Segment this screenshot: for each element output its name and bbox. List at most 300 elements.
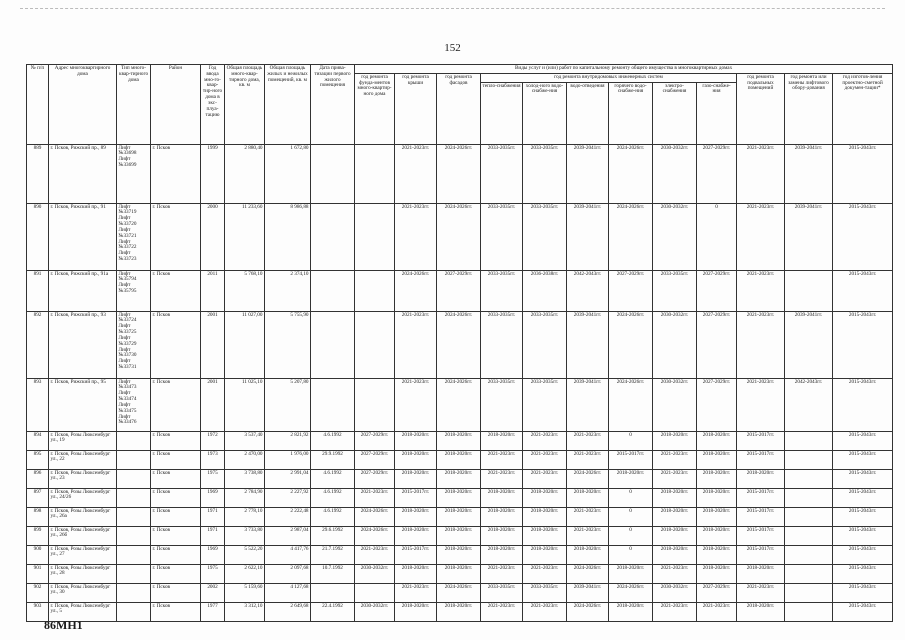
row-roof: 2015-2017гг. [395,545,437,564]
row-privatization: 4.6.1992 [311,431,355,450]
row-total-area: 3 733,80 [225,526,265,545]
row-elevator [785,270,833,311]
row-design: 2015-2043гг. [833,378,893,431]
row-cold-water: 2033-2035гг. [523,583,567,602]
table-row [27,545,893,564]
row-year: 1969 [201,488,225,507]
row-heating: 2021-2023гг. [481,564,523,583]
row-basement: 2015-2017гг. [737,507,785,526]
row-elevator [785,564,833,583]
lift-entry: Лифт №35795 [118,282,137,295]
row-total-area: 2 880,40 [225,144,265,203]
table-row [27,526,893,545]
row-cold-water: 2021-2023гг. [523,450,567,469]
row-roof: 2021-2023гг. [395,144,437,203]
row-living-area: 2 097,68 [265,564,311,583]
row-sewerage: 2021-2023гг. [567,431,609,450]
row-foundation [355,311,395,378]
row-design: 2015-2043гг. [833,469,893,488]
lift-entry: Лифт №33721 [118,226,137,239]
lift-entry: Лифт №33724 [118,311,137,324]
row-hot-water: 2024-2026гг. [609,311,653,378]
row-design: 2015-2043гг. [833,583,893,602]
row-living-area: 2 991,04 [265,469,311,488]
row-district: г. Псков [151,564,201,583]
row-heating: 2033-2035гг. [481,378,523,431]
row-facade: 2018-2020гг. [437,431,481,450]
row-type [117,431,151,450]
header-living-area: Общая площадь жилых и нежилых помещений, кв. м [265,65,311,145]
row-district: г. Псков [151,469,201,488]
header-district: Район [151,65,201,145]
row-elevator [785,450,833,469]
row-total-area: 2 622,10 [225,564,265,583]
row-total-area: 2 784,90 [225,488,265,507]
row-basement: 2021-2023гг. [737,378,785,431]
row-year: 1971 [201,526,225,545]
row-roof: 2021-2023гг. [395,311,437,378]
row-gas: 0 [697,203,737,270]
header-foundation: год ремонта фунда-ментов много-квартир-ного дома [355,73,395,144]
row-gas: 2018-2020гг. [697,564,737,583]
row-heating: 2033-2035гг. [481,203,523,270]
row-gas: 2018-2020гг. [697,450,737,469]
row-hot-water: 2024-2026гг. [609,378,653,431]
row-foundation [355,270,395,311]
row-num: 893 [27,378,49,431]
row-roof: 2018-2020гг. [395,469,437,488]
row-hot-water: 2024-2026гг. [609,144,653,203]
row-address: г. Псков, Розы Люксембург ул., 22 [49,450,117,469]
row-sewerage: 2021-2023гг. [567,526,609,545]
row-heating: 2033-2035гг. [481,311,523,378]
row-gas: 2027-2029гг. [697,583,737,602]
row-elevator: 2042-2043гг. [785,378,833,431]
row-gas: 2018-2020гг. [697,507,737,526]
row-hot-water: 0 [609,507,653,526]
row-heating: 2018-2020гг. [481,488,523,507]
row-type [117,270,151,311]
row-basement: 2015-2017гг. [737,450,785,469]
row-roof: 2018-2020гг. [395,431,437,450]
page-number: 152 [444,42,461,54]
row-roof: 2018-2020гг. [395,602,437,621]
row-num: 889 [27,144,49,203]
row-heating: 2018-2020гг. [481,431,523,450]
row-type [117,144,151,203]
row-foundation: 2030-2032гг. [355,602,395,621]
row-facade: 2024-2026гг. [437,378,481,431]
row-foundation [355,378,395,431]
row-year: 1975 [201,469,225,488]
lift-entry: Лифт №33720 [118,215,137,228]
table-row [27,564,893,583]
header-services: Виды услуг и (или) работ по капитальному ремонту общего имущества в многоквартирных домах [355,65,893,74]
row-facade: 2024-2026гг. [437,583,481,602]
row-roof: 2018-2020гг. [395,564,437,583]
row-address: г. Псков, Розы Люксембург ул., 23 [49,469,117,488]
row-address: г. Псков, Рижский пр., 95 [49,378,117,431]
row-privatization: 21.7.1992 [311,545,355,564]
row-electricity: 2030-2032гг. [653,378,697,431]
row-roof: 2015-2017гг. [395,488,437,507]
row-electricity: 2021-2023гг. [653,602,697,621]
row-facade: 2018-2020гг. [437,545,481,564]
header-basement: год ремонта подвальных помещений [737,73,785,144]
row-elevator [785,602,833,621]
row-gas: 2018-2020гг. [697,488,737,507]
row-cold-water: 2033-2035гг. [523,378,567,431]
footer-code: 86МН1 [44,618,83,632]
row-facade: 2027-2029гг. [437,270,481,311]
row-design: 2015-2043гг. [833,311,893,378]
row-cold-water: 2021-2023гг. [523,602,567,621]
lift-entry: Лифт №33723 [118,250,137,262]
row-cold-water: 2018-2020гг. [523,488,567,507]
lift-entry: Лифт №33698 [118,144,137,157]
row-facade: 2018-2020гг. [437,507,481,526]
row-total-area: 5 522,20 [225,545,265,564]
header-cold-water: холод-ного водо-снабже-ния [523,82,567,144]
row-heating: 2021-2023гг. [481,450,523,469]
row-gas: 2027-2029гг. [697,270,737,311]
row-facade: 2018-2020гг. [437,602,481,621]
row-address: г. Псков, Розы Люксембург ул., 26а [49,507,117,526]
table-row [27,469,893,488]
row-sewerage: 2039-2041гг. [567,378,609,431]
row-address: г. Псков, Розы Люксембург ул., 26б [49,526,117,545]
header-privatization: Дата прива-тизации первого жилого помещения [311,65,355,145]
row-sewerage: 2018-2020гг. [567,488,609,507]
row-privatization: 10.7.1992 [311,564,355,583]
lift-entry: Лифт №33474 [118,390,137,403]
row-privatization: 4.6.1992 [311,469,355,488]
row-basement: 2018-2020гг. [737,469,785,488]
row-basement: 2015-2017гг. [737,488,785,507]
row-electricity: 2018-2020гг. [653,507,697,526]
row-total-area: 5 768,10 [225,270,265,311]
row-num: 894 [27,431,49,450]
row-year: 2011 [201,270,225,311]
row-address: г. Псков, Розы Люксембург ул., 19 [49,431,117,450]
header-year: Год ввода мно-го-квар-тир-ного дома в экс-плуа-тацию [201,65,225,145]
row-type [117,378,151,431]
row-hot-water: 2018-2020гг. [609,602,653,621]
row-elevator: 2039-2041гг. [785,144,833,203]
row-district: г. Псков [151,507,201,526]
table-header [27,65,893,145]
row-total-area: 11 027,00 [225,311,265,378]
row-year: 1971 [201,507,225,526]
lift-entry: Лифт №33475 [118,401,137,414]
row-year: 2001 [201,378,225,431]
row-type [117,545,151,564]
row-design: 2015-2043гг. [833,488,893,507]
row-sewerage: 2024-2026гг. [567,564,609,583]
row-electricity: 2021-2023гг. [653,469,697,488]
row-design: 2015-2043гг. [833,270,893,311]
table-row [27,203,893,270]
row-privatization: 29.6.1992 [311,526,355,545]
row-basement: 2018-2020гг. [737,564,785,583]
row-living-area: 8 986,88 [265,203,311,270]
table-row [27,583,893,602]
row-roof: 2018-2020гг. [395,526,437,545]
row-address: г. Псков, Розы Люксембург ул., 24/26 [49,488,117,507]
lift-entry: Лифт №33730 [118,346,137,359]
row-electricity: 2030-2032гг. [653,583,697,602]
row-district: г. Псков [151,526,201,545]
row-num: 890 [27,203,49,270]
lift-entry: Лифт №33729 [118,334,137,347]
row-elevator [785,583,833,602]
row-type [117,564,151,583]
row-type [117,203,151,270]
row-num: 898 [27,507,49,526]
row-cold-water: 2033-2035гг. [523,144,567,203]
row-elevator: 2039-2041гг. [785,203,833,270]
row-gas: 2027-2029гг. [697,311,737,378]
row-living-area: 4 417,76 [265,545,311,564]
lift-entry: Лифт №33731 [118,358,137,370]
header-design: год изготов-ления проектно-сметной докумен-тации* [833,73,893,144]
table-body [27,144,893,621]
lift-entry: Лифт №33699 [118,156,137,169]
row-heating: 2033-2035гг. [481,144,523,203]
lift-entry: Лифт №33725 [118,323,137,336]
row-heating: 2021-2023гг. [481,602,523,621]
header-gas: газо-снабже-ния [697,82,737,144]
row-design: 2015-2043гг. [833,602,893,621]
row-basement: 2015-2017гг. [737,545,785,564]
header-elevator: год ремонта или замены лифтового обору-дования [785,73,833,144]
row-electricity: 2030-2032гг. [653,144,697,203]
row-year: 1973 [201,450,225,469]
row-num: 902 [27,583,49,602]
row-gas: 2018-2020гг. [697,431,737,450]
row-year: 2002 [201,583,225,602]
row-year: 1975 [201,564,225,583]
row-foundation: 2021-2023гг. [355,545,395,564]
lift-entry: Лифт №35794 [118,270,137,283]
row-design: 2015-2043гг. [833,545,893,564]
row-gas: 2027-2029гг. [697,378,737,431]
row-address: г. Псков, Рижский пр., 91 [49,203,117,270]
row-hot-water: 2024-2026гг. [609,583,653,602]
row-privatization: 29.9.1992 [311,450,355,469]
header-total-area: Общая площадь много-квар-тирного дома, кв. м [225,65,265,145]
row-sewerage: 2039-2041гг. [567,144,609,203]
row-electricity: 2021-2023гг. [653,450,697,469]
row-hot-water: 0 [609,488,653,507]
row-num: 896 [27,469,49,488]
row-heating: 2033-2035гг. [481,583,523,602]
header-hot-water: горячего водо-снабже-ния [609,82,653,144]
row-design: 2015-2043гг. [833,507,893,526]
row-roof: 2024-2026гг. [395,270,437,311]
row-cold-water: 2018-2020гг. [523,545,567,564]
row-living-area: 2 649,68 [265,602,311,621]
row-district: г. Псков [151,431,201,450]
row-hot-water: 2018-2020гг. [609,564,653,583]
row-total-area: 11 025,10 [225,378,265,431]
row-privatization [311,203,355,270]
row-num: 892 [27,311,49,378]
row-district: г. Псков [151,450,201,469]
row-foundation: 2030-2032гг. [355,564,395,583]
row-cold-water: 2033-2035гг. [523,311,567,378]
table-row [27,378,893,431]
lift-entry: Лифт №33719 [118,203,137,216]
row-roof: 2021-2023гг. [395,203,437,270]
row-total-area: 2 778,10 [225,507,265,526]
row-design: 2015-2043гг. [833,526,893,545]
row-foundation [355,583,395,602]
row-district: г. Псков [151,203,201,270]
row-sewerage: 2039-2041гг. [567,311,609,378]
row-sewerage: 2021-2023гг. [567,450,609,469]
row-basement: 2015-2017гг. [737,526,785,545]
row-electricity: 2030-2032гг. [653,311,697,378]
row-privatization: 22.4.1992 [311,602,355,621]
row-privatization [311,583,355,602]
row-basement: 2015-2017гг. [737,431,785,450]
row-privatization [311,270,355,311]
row-hot-water: 0 [609,545,653,564]
row-gas: 2018-2020гг. [697,526,737,545]
row-address: г. Псков, Рижский пр., 93 [49,311,117,378]
row-living-area: 2 987,04 [265,526,311,545]
row-facade: 2024-2026гг. [437,203,481,270]
row-facade: 2018-2020гг. [437,488,481,507]
row-cold-water: 2033-2035гг. [523,203,567,270]
row-total-area: 2 470,00 [225,450,265,469]
row-address: г. Псков, Рижский пр., 91а [49,270,117,311]
row-privatization [311,378,355,431]
row-year: 2001 [201,311,225,378]
row-cold-water: 2021-2023гг. [523,431,567,450]
row-design: 2015-2043гг. [833,450,893,469]
header-heating: тепло-снабжения [481,82,523,144]
row-basement: 2021-2023гг. [737,144,785,203]
header-address: Адрес многоквартирного дома [49,65,117,145]
header-num: № п/п [27,65,49,145]
row-hot-water: 0 [609,526,653,545]
row-address: г. Псков, Розы Люксембург ул., 28 [49,564,117,583]
row-living-area: 4 127,68 [265,583,311,602]
row-facade: 2024-2026гг. [437,311,481,378]
row-hot-water: 2015-2017гг. [609,450,653,469]
row-electricity: 2030-2032гг. [653,203,697,270]
table-row [27,270,893,311]
table-row [27,602,893,621]
row-type [117,311,151,378]
row-gas: 2018-2020гг. [697,469,737,488]
row-foundation [355,203,395,270]
row-sewerage: 2024-2026гг. [567,602,609,621]
row-cold-water: 2018-2020гг. [523,507,567,526]
row-num: 897 [27,488,49,507]
row-living-area: 2 227,92 [265,488,311,507]
row-facade: 2018-2020гг. [437,450,481,469]
row-foundation: 2024-2026гг. [355,507,395,526]
row-address: г. Псков, Рижский пр., 89 [49,144,117,203]
row-basement: 2021-2023гг. [737,583,785,602]
row-district: г. Псков [151,488,201,507]
row-gas: 2021-2023гг. [697,602,737,621]
row-cold-water: 2018-2020гг. [523,526,567,545]
row-elevator [785,488,833,507]
row-year: 2000 [201,203,225,270]
row-hot-water: 2027-2029гг. [609,270,653,311]
row-design: 2015-2043гг. [833,203,893,270]
row-electricity: 2021-2023гг. [653,564,697,583]
row-hot-water: 2024-2026гг. [609,203,653,270]
row-total-area: 3 537,40 [225,431,265,450]
row-electricity: 2018-2020гг. [653,526,697,545]
row-sewerage: 2021-2023гг. [567,507,609,526]
row-heating: 2018-2020гг. [481,545,523,564]
row-district: г. Псков [151,311,201,378]
row-living-area: 2 374,10 [265,270,311,311]
row-type [117,526,151,545]
header-type: Тип много-квар-тирного дома [117,65,151,145]
row-type [117,488,151,507]
row-heating: 2018-2020гг. [481,526,523,545]
row-district: г. Псков [151,378,201,431]
header-roof: год ремонта крыши [395,73,437,144]
row-elevator: 2039-2041гг. [785,311,833,378]
row-foundation: 2027-2029гг. [355,450,395,469]
row-address: г. Псков, Розы Люксембург ул., 30 [49,583,117,602]
row-gas: 2018-2020гг. [697,545,737,564]
row-district: г. Псков [151,144,201,203]
table-row [27,311,893,378]
row-living-area: 5 207,80 [265,378,311,431]
row-design: 2015-2043гг. [833,564,893,583]
header-facade: год ремонта фасадов [437,73,481,144]
row-district: г. Псков [151,545,201,564]
capital-repair-table [26,64,893,622]
row-sewerage: 2042-2043гг. [567,270,609,311]
row-type [117,450,151,469]
row-year: 1972 [201,431,225,450]
row-basement: 2021-2023гг. [737,311,785,378]
row-privatization [311,144,355,203]
row-num: 901 [27,564,49,583]
row-address: г. Псков, Розы Люксембург ул., 5 [49,602,117,621]
row-total-area: 11 233,60 [225,203,265,270]
row-elevator [785,545,833,564]
row-roof: 2021-2023гг. [395,378,437,431]
row-foundation [355,144,395,203]
row-facade: 2018-2020гг. [437,526,481,545]
row-hot-water: 2018-2020гг. [609,469,653,488]
row-district: г. Псков [151,602,201,621]
row-type [117,469,151,488]
row-sewerage: 2018-2020гг. [567,545,609,564]
row-year: 1999 [201,144,225,203]
row-basement: 2021-2023гг. [737,203,785,270]
row-facade: 2024-2026гг. [437,144,481,203]
row-heating: 2018-2020гг. [481,507,523,526]
row-cold-water: 2021-2023гг. [523,469,567,488]
row-facade: 2018-2020гг. [437,469,481,488]
row-total-area: 3 312,10 [225,602,265,621]
row-roof: 2018-2020гг. [395,450,437,469]
row-living-area: 1 976,00 [265,450,311,469]
row-heating: 2021-2023гг. [481,469,523,488]
